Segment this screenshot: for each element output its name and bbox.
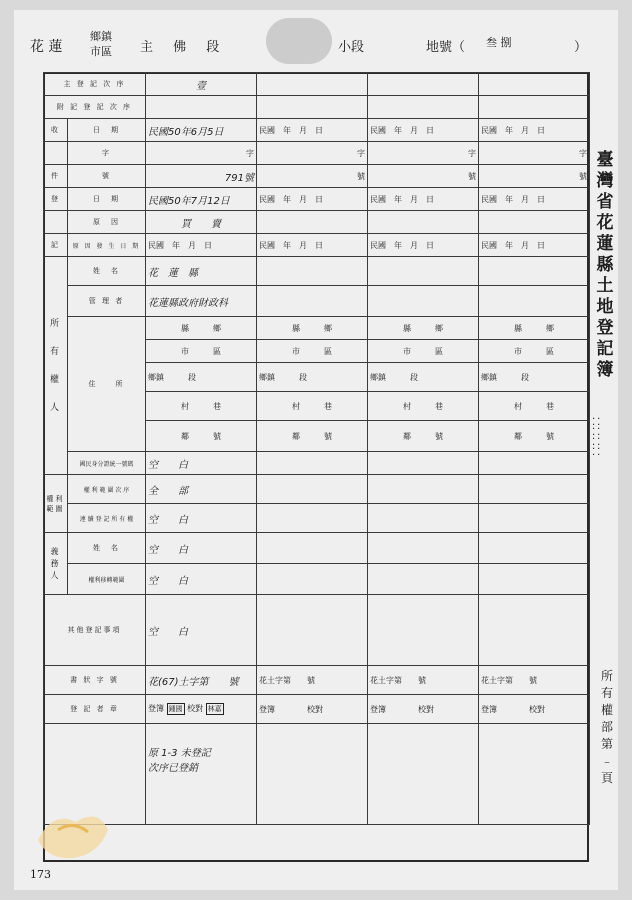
dotted-marks: ⁚⁚ ⁚⁚ ⁚⁚ ⁚⁚: [592, 417, 603, 458]
addr-village-cell: 村 巷: [257, 392, 368, 421]
sub-section-label: 小段: [338, 40, 365, 55]
addr-neighborhood-cell: 鄰 號: [257, 421, 368, 452]
section-name: 主 佛 段: [140, 40, 228, 55]
clerk-label: 登 記 者 章: [44, 695, 146, 724]
lot-close: ）: [574, 40, 588, 55]
addr-county-cell: 縣 鄉: [479, 317, 590, 340]
table-row: [44, 188, 590, 211]
date-template: 民國 年 月 日: [479, 234, 590, 257]
lot-number: 叁 捌: [486, 36, 512, 49]
table-row: [44, 533, 590, 564]
character-cell: 字: [368, 142, 479, 165]
manager-label: 管 理 者: [68, 286, 146, 317]
obligor-name-value: 空 白: [146, 533, 257, 564]
page-header: [30, 28, 590, 62]
rights-b-value: 空 白: [146, 504, 257, 533]
cert-no-value: 花(67)土字第 號: [146, 666, 257, 695]
id-no-value: 空 白: [146, 452, 257, 475]
table-row: [44, 695, 590, 724]
addr-city-cell: 市 區: [146, 340, 257, 363]
doc-label: 件: [44, 165, 68, 188]
other-items-label: 其他登記事項: [44, 595, 146, 666]
cert-no-label: 書 狀 字 號: [44, 666, 146, 695]
rights-b-label: 連 續 登 記 所 有 權: [68, 504, 146, 533]
table-row: [44, 142, 590, 165]
ji-label: 記: [44, 234, 68, 257]
table-row: [44, 96, 590, 119]
clerk-seal: 鍾國: [168, 705, 183, 713]
obligor-name-label: 姓 名: [68, 533, 146, 564]
sub-reg-no-label: 附 記 登 記 次 序: [44, 96, 146, 119]
character-cell: 字: [257, 142, 368, 165]
other-items-value: 空 白: [146, 595, 257, 666]
table-row: [44, 73, 590, 96]
id-no-label: 國民身分證統一號碼: [68, 452, 146, 475]
table-row: [44, 724, 590, 825]
date-template: 民國 年 月 日: [479, 119, 590, 142]
addr-neighborhood-cell: 鄰 號: [479, 421, 590, 452]
table-row: [44, 595, 590, 666]
reg-date-label: 日 期: [68, 188, 146, 211]
cert-no-blank: 花土字第 號: [368, 666, 479, 695]
addr-town-cell: 鄉鎮 段: [146, 363, 257, 392]
footer-note: 原 1-3 未登記 次序已登銷: [146, 724, 257, 825]
reason-date-label: 原 因 發 生 日 期: [68, 234, 146, 257]
addr-city-cell: 市 區: [368, 340, 479, 363]
addr-county-cell: 縣 鄉: [146, 317, 257, 340]
date-template: 民國 年 月 日: [479, 188, 590, 211]
rights-side-label: 權利範圍: [44, 475, 68, 533]
reason-value: 買 賣: [146, 211, 257, 234]
clerk-blank: 登簿 校對: [257, 695, 368, 724]
number-cell: 號: [368, 165, 479, 188]
character-label: 字: [68, 142, 146, 165]
table-row: [44, 119, 590, 142]
addr-city-cell: 市 區: [257, 340, 368, 363]
township-label-bottom: 市區: [90, 45, 112, 58]
table-row: [44, 234, 590, 257]
character-cell: 字: [479, 142, 590, 165]
addr-city-cell: 市 區: [479, 340, 590, 363]
addr-town-cell: 鄉鎮 段: [479, 363, 590, 392]
rights-a-value: 全 部: [146, 475, 257, 504]
number-cell: 號: [257, 165, 368, 188]
archive-logo-watermark: [28, 800, 118, 864]
table-row: [44, 504, 590, 533]
clerk-blank: 登簿 校對: [479, 695, 590, 724]
date-template: 民國 年 月 日: [146, 234, 257, 257]
reason-label: 原 因: [68, 211, 146, 234]
addr-county-cell: 縣 鄉: [257, 317, 368, 340]
owner-name-value: 花 蓮 縣: [146, 257, 257, 286]
date-template: 民國 年 月 日: [257, 234, 368, 257]
number-cell: 號: [479, 165, 590, 188]
main-reg-no-label: 主 登 記 次 序: [44, 73, 146, 96]
name-label: 姓 名: [68, 257, 146, 286]
table-row: [44, 452, 590, 475]
township-label-top: 鄉鎮: [90, 30, 112, 43]
table-row: [44, 286, 590, 317]
table-row: [44, 211, 590, 234]
owner-side-label: 所有權人: [44, 257, 68, 475]
obligor-side-label: 義務人: [44, 533, 68, 595]
addr-village-cell: 村 巷: [479, 392, 590, 421]
receipt-number-value: 791號: [146, 165, 257, 188]
table-row: [44, 564, 590, 595]
lot-label: 地號（: [426, 40, 466, 55]
addr-county-cell: 縣 鄉: [368, 317, 479, 340]
receipt-date-label: 日 期: [68, 119, 146, 142]
manager-value: 花蓮縣政府財政科: [146, 286, 257, 317]
date-template: 民國 年 月 日: [257, 119, 368, 142]
ownership-page-label: 所有權部第 ﹣ 頁: [600, 669, 613, 785]
date-template: 民國 年 月 日: [257, 188, 368, 211]
reg-label: 登: [44, 188, 68, 211]
table-row: [44, 257, 590, 286]
table-row: [44, 666, 590, 695]
reg-date-value: 民國50年7月12日: [146, 188, 257, 211]
cert-no-blank: 花土字第 號: [257, 666, 368, 695]
table-row: [44, 165, 590, 188]
receipt-date-value: 民國50年6月5日: [146, 119, 257, 142]
obligor-scope-value: 空 白: [146, 564, 257, 595]
table-row: [44, 475, 590, 504]
receipt-label: 收: [44, 119, 68, 142]
addr-town-cell: 鄉鎮 段: [257, 363, 368, 392]
page-number: 173: [30, 868, 51, 881]
date-template: 民國 年 月 日: [368, 188, 479, 211]
clerk-blank: 登簿 校對: [368, 695, 479, 724]
table-row: [44, 317, 590, 340]
check-seal: 林嘉: [207, 705, 222, 713]
rights-a-label: 權 利 範 圍 次 序: [68, 475, 146, 504]
addr-town-cell: 鄉鎮 段: [368, 363, 479, 392]
main-reg-no-value: 壹: [146, 73, 257, 96]
addr-neighborhood-cell: 鄰 號: [368, 421, 479, 452]
address-label: 住 所: [68, 317, 146, 452]
clerk-cell: 登簿 鍾國 校對 林嘉: [146, 695, 257, 724]
register-title: 臺灣省花蓮縣土地登記簿: [596, 150, 614, 380]
cert-no-blank: 花土字第 號: [479, 666, 590, 695]
addr-village-cell: 村 巷: [368, 392, 479, 421]
county-name: 花 蓮: [30, 39, 63, 55]
addr-village-cell: 村 巷: [146, 392, 257, 421]
ownership-register-table: [43, 72, 590, 825]
obligor-scope-label: 權利移轉範圍: [68, 564, 146, 595]
date-template: 民國 年 月 日: [368, 119, 479, 142]
number-label: 號: [68, 165, 146, 188]
character-cell: 字: [146, 142, 257, 165]
date-template: 民國 年 月 日: [368, 234, 479, 257]
addr-neighborhood-cell: 鄰 號: [146, 421, 257, 452]
